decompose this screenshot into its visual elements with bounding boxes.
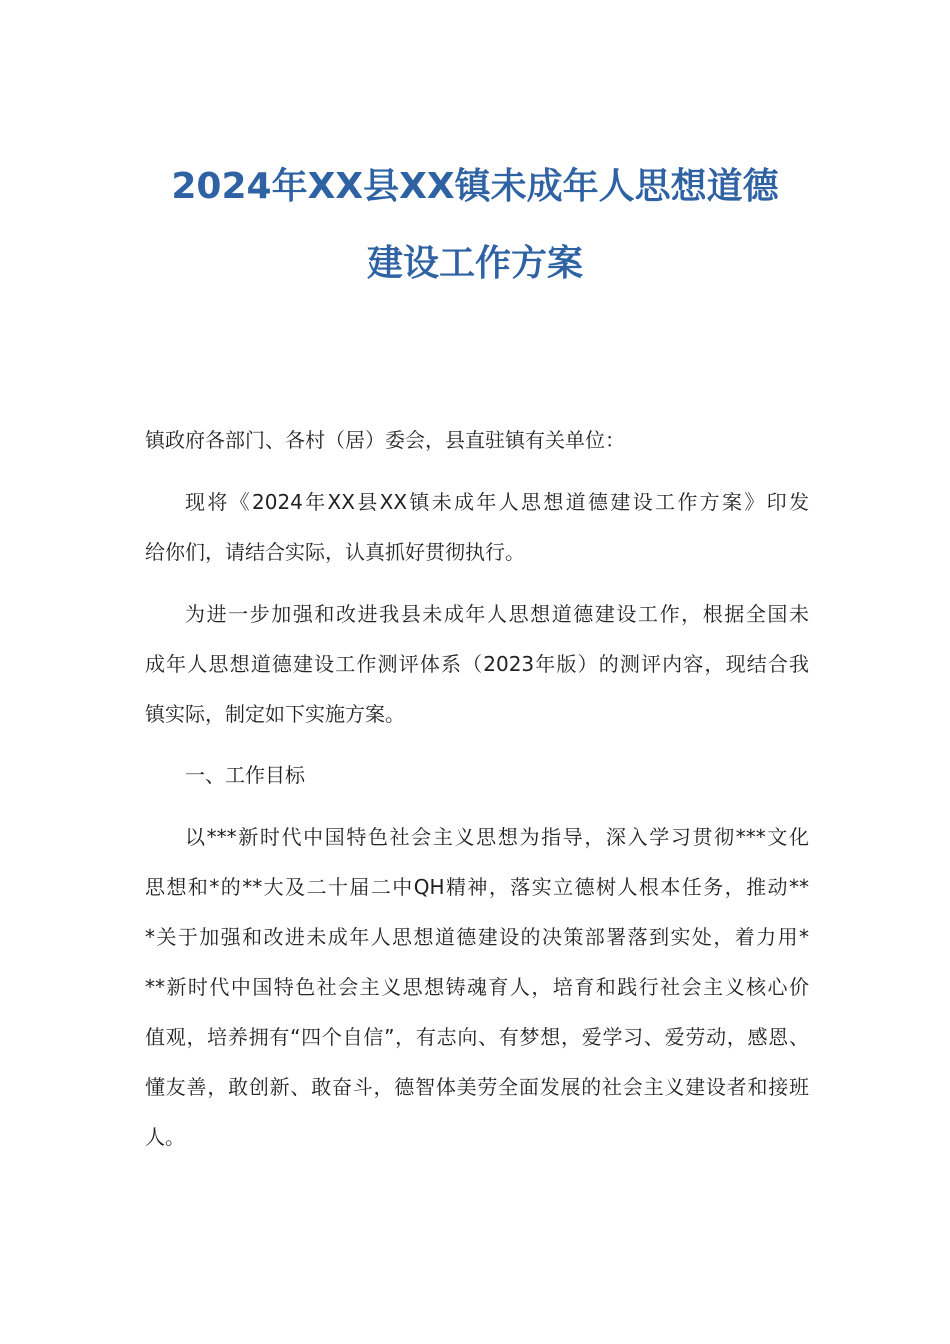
paragraph-line: 现将《2024年XX县XX镇未成年人思想道德建设工作方案》印发 xyxy=(185,490,809,514)
paragraph-line: 镇实际，制定如下实施方案。 xyxy=(145,702,405,726)
section-heading-goals xyxy=(145,750,809,800)
document-title-line-1: 2024年XX县XX镇未成年人思想道德 xyxy=(171,166,779,207)
paragraph-line: 人。 xyxy=(145,1125,185,1149)
paragraph-line: 给你们，请结合实际，认真抓好贯彻执行。 xyxy=(145,540,525,564)
paragraph-goals xyxy=(145,812,809,1162)
section-heading-text: 一、工作目标 xyxy=(185,763,305,787)
paragraph-line: 值观，培养拥有“四个自信”，有志向、有梦想，爱学习、爱劳动，感恩、 xyxy=(145,1025,809,1049)
paragraph-line: *关于加强和改进未成年人思想道德建设的决策部署落到实处，着力用* xyxy=(145,925,809,949)
salutation-text: 镇政府各部门、各村（居）委会，县直驻镇有关单位： xyxy=(145,428,625,452)
paragraph-line: 为进一步加强和改进我县未成年人思想道德建设工作，根据全国未 xyxy=(185,602,809,626)
paragraph-line: 以***新时代中国特色社会主义思想为指导，深入学习贯彻***文化 xyxy=(185,825,809,849)
salutation xyxy=(145,415,809,465)
paragraph-line: 懂友善，敢创新、敢奋斗，德智体美劳全面发展的社会主义建设者和接班 xyxy=(145,1075,809,1099)
paragraph-purpose xyxy=(145,589,809,739)
paragraph-line: 思想和*的**大及二十届二中QH精神，落实立德树人根本任务，推动** xyxy=(145,875,809,899)
paragraph-notice xyxy=(145,477,809,577)
document-title-line-2: 建设工作方案 xyxy=(366,243,583,284)
paragraph-line: **新时代中国特色社会主义思想铸魂育人，培育和践行社会主义核心价 xyxy=(145,975,809,999)
paragraph-line: 成年人思想道德建设工作测评体系（2023年版）的测评内容，现结合我 xyxy=(145,652,809,676)
